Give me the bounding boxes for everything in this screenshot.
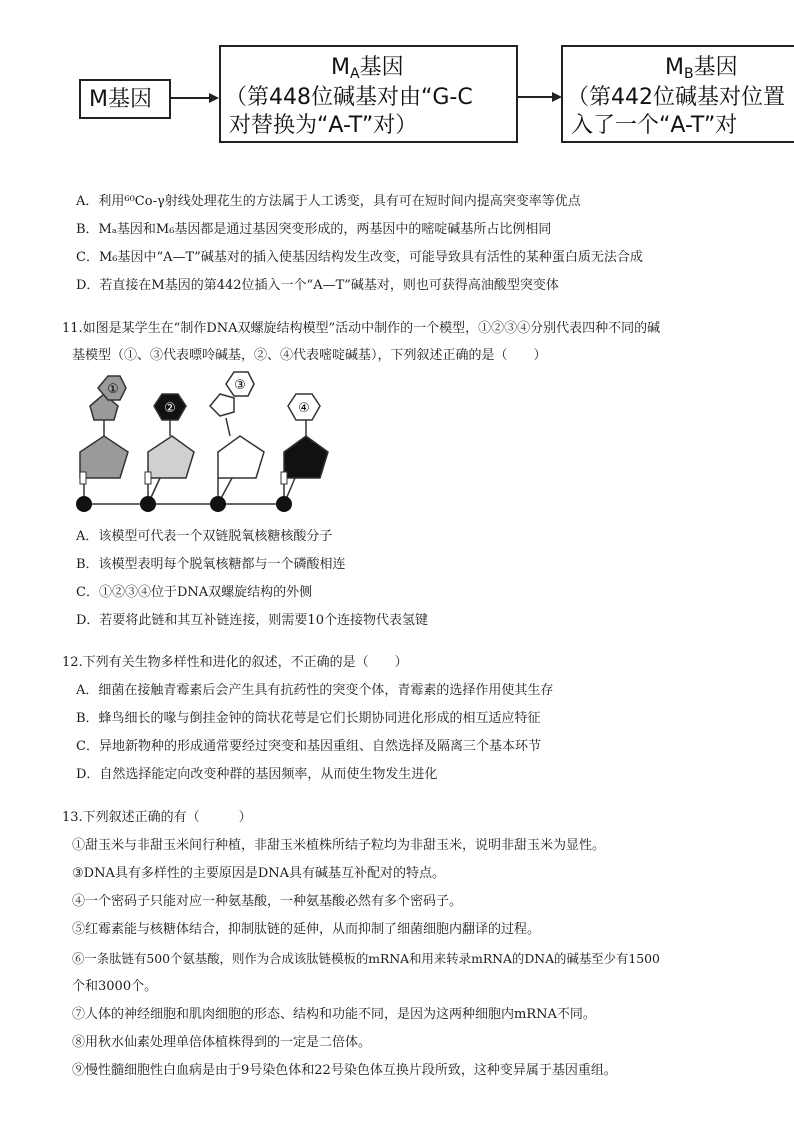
q11-option-d: D．若要将此链和其互补链连接，则需要10个连接物代表氢键: [76, 613, 428, 628]
nucleotide-4: [276, 394, 328, 512]
mb-gene-box: [561, 45, 794, 143]
phosphate-3: [210, 496, 226, 512]
ma-gene-line3: 对替换为“A-T”对）: [229, 113, 418, 138]
phosphate-2: [140, 496, 156, 512]
q11-option-b: B．该模型表明每个脱氧核糖都与一个磷酸相连: [76, 557, 346, 572]
q13-item-3: ③DNA具有多样性的主要原因是DNA具有碱基互补配对的特点。: [72, 866, 446, 881]
q13-item-1: ①甜玉米与非甜玉米间行种植，非甜玉米植株所结子粒均为非甜玉米，说明非甜玉米为显性。: [72, 838, 606, 853]
q13-item-8: ⑧用秋水仙素处理单倍体植株得到的一定是二倍体。: [72, 1035, 372, 1050]
q13-item-9: ⑨慢性髓细胞性白血病是由于9号染色体和22号染色体互换片段所致，这种变异属于基因重组。: [72, 1063, 617, 1078]
q13-stem: 13.下列叙述正确的有（ ）: [62, 810, 252, 825]
ma-gene-box: [219, 45, 518, 143]
q12-option-a: A．细菌在接触青霉素后会产生具有抗药性的突变个体，青霉素的选择作用使其生存: [76, 683, 554, 698]
m-gene-label: M基因: [89, 87, 152, 112]
mb-gene-title: MB基因: [665, 55, 738, 82]
base-label-4: ④: [298, 401, 310, 416]
q11-option-a: A．该模型可代表一个双链脱氧核糖核酸分子: [76, 529, 333, 544]
q11-stem-line2: 基模型（①、③代表嘌呤碱基，②、④代表嘧啶碱基），下列叙述正确的是（ ）: [72, 348, 547, 363]
sugar-3: [218, 436, 264, 478]
phosphate-4: [276, 496, 292, 512]
base-label-3: ③: [234, 378, 246, 393]
sugar-4: [284, 436, 328, 478]
q12-option-b: B．蜂鸟细长的喙与倒挂金钟的筒状花萼是它们长期协同进化形成的相互适应特征: [76, 711, 541, 726]
q12-stem: 12.下列有关生物多样性和进化的叙述，不正确的是（ ）: [62, 655, 408, 670]
nucleotide-3: [210, 372, 264, 512]
mb-gene-line3: 入了一个“A-T”对: [571, 113, 738, 138]
nucleotide-1: [76, 376, 128, 512]
q13-item-7: ⑦人体的神经细胞和肌肉细胞的形态、结构和功能不同，是因为这两种细胞内mRNA不同。: [72, 1007, 596, 1022]
q10-option-a: A．利用⁶⁰Co-γ射线处理花生的方法属于人工诱变，具有可在短时间内提高突变率等优点: [76, 194, 581, 209]
q13-item-5: ⑤红霉素能与核糖体结合，抑制肽链的延伸，从而抑制了细菌细胞内翻译的过程。: [72, 922, 541, 937]
q10-option-c: C．M₆基因中“A—T”碱基对的插入使基因结构发生改变，可能导致具有活性的某种蛋白质无法合成: [76, 250, 643, 265]
m-gene-box: [79, 79, 171, 119]
arrow-ma-to-mb-icon: [518, 89, 564, 105]
dna-model-figure: [70, 366, 330, 520]
q11-stem-line1: 11.如图是某学生在“制作DNA双螺旋结构模型”活动中制作的一个模型，①②③④分别代表四种不同的碱: [62, 321, 661, 336]
q10-option-b: B．Mₐ基因和M₆基因都是通过基因突变形成的，两基因中的嘧啶碱基所占比例相同: [76, 222, 552, 237]
nucleotide-2: [140, 394, 194, 512]
mb-gene-line2: （第442位碱基对位置: [567, 85, 785, 110]
arrow-m-to-ma-icon: [171, 90, 221, 106]
q13-item-6-cont: 个和3000个。: [72, 979, 158, 994]
q13-item-6: ⑥一条肽链有500个氨基酸，则作为合成该肽链模板的mRNA和用来转录mRNA的DNA的碱基至少有1500: [72, 951, 660, 966]
q10-option-d: D．若直接在M基因的第442位插入一个“A—T”碱基对，则也可获得高油酸型突变体: [76, 278, 559, 293]
sugar-2: [148, 436, 194, 478]
q12-option-d: D．自然选择能定向改变种群的基因频率，从而使生物发生进化: [76, 767, 438, 782]
sugar-1: [80, 436, 128, 478]
ma-gene-title: MA基因: [331, 55, 404, 82]
base-label-1: ①: [107, 382, 119, 397]
ma-gene-line2: （第448位碱基对由“G-C: [225, 85, 473, 110]
q11-option-c: C．①②③④位于DNA双螺旋结构的外侧: [76, 585, 313, 600]
phosphate-1: [76, 496, 92, 512]
base-label-2: ②: [164, 401, 176, 416]
q13-item-4: ④一个密码子只能对应一种氨基酸，一种氨基酸必然有多个密码子。: [72, 894, 463, 909]
q12-option-c: C．异地新物种的形成通常要经过突变和基因重组、自然选择及隔离三个基本环节: [76, 739, 541, 754]
